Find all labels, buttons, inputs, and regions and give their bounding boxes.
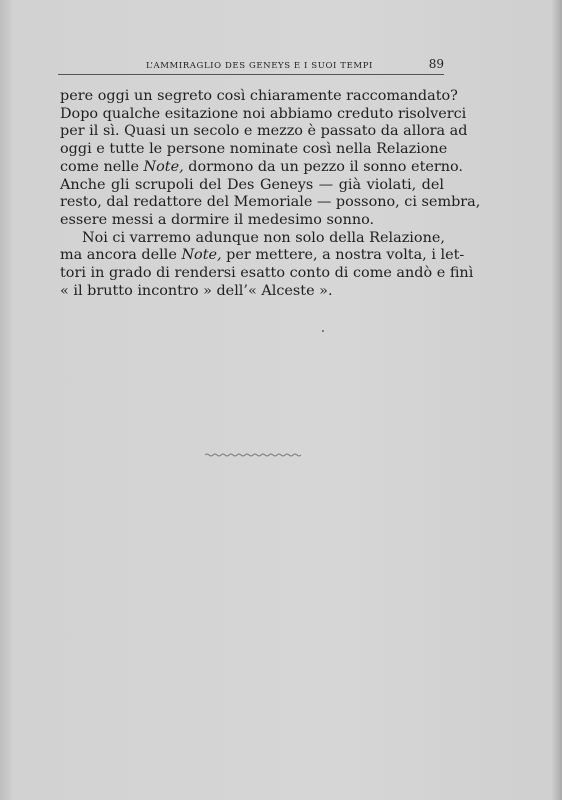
text-line — [60, 247, 465, 265]
text-segment: ma ancora delle — [60, 247, 177, 264]
text-line — [60, 158, 463, 177]
section-end-ornament — [205, 452, 301, 458]
text-segment: dormono da un pezzo il sonno eterno. — [188, 158, 463, 175]
paper-speck — [322, 330, 324, 332]
text-line: oggi e tutte le persone nominate così nella Relazione — [60, 141, 448, 158]
text-line: pere oggi un segreto così chiaramente raccomandato? — [60, 88, 458, 104]
text-line: Anche gli scrupoli del Des Geneys — già violati, del — [60, 176, 444, 193]
text-line: essere messi a dormire il medesimo sonno. — [60, 211, 375, 228]
text-line: « il brutto incontro » dell’« Alceste ». — [60, 282, 333, 299]
page-edge-shadow — [552, 0, 562, 800]
text-segment: come nelle — [60, 158, 139, 175]
italic-note-word: Note, — [181, 247, 222, 264]
text-segment: per mettere, a nostra volta, i let- — [226, 247, 465, 264]
italic-note-word: Note, — [143, 158, 184, 175]
page-number: 89 — [428, 57, 444, 71]
text-line: per il sì. Quasi un secolo e mezzo è passato da allora ad — [60, 123, 468, 140]
text-line: tori in grado di rendersi esatto conto di come andò e finì — [60, 265, 474, 282]
text-line: resto, dal redattore del Memoriale — possono, ci sembra, — [60, 194, 481, 211]
body-text — [60, 88, 481, 300]
text-line: Noi ci varremo adunque non solo della Relazione, — [82, 229, 445, 246]
running-title: L’AMMIRAGLIO DES GENEYS E I SUOI TEMPI — [146, 61, 373, 71]
page-header — [58, 58, 444, 75]
text-line: Dopo qualche esitazione noi abbiamo creduto risolverci — [60, 105, 467, 122]
